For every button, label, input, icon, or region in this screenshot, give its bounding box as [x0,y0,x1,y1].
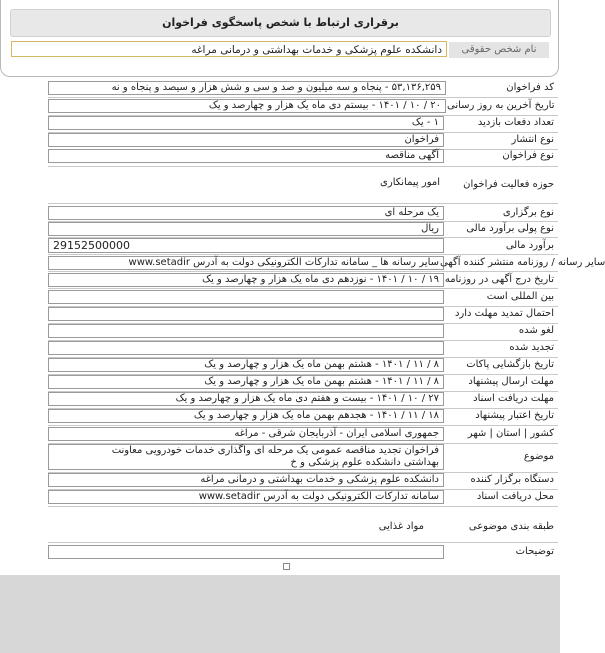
code-value: ۵۳,۱۳۶,۲۵۹ - پنجاه و سه میلیون و صد و سی و شش هزار و سیصد و پنجاه و نه [48,81,446,95]
row-estimate [0,238,560,253]
divider [48,97,558,98]
send-deadline-label: مهلت ارسال پیشنهاد [468,376,554,387]
currency-label: نوع پولی برآورد مالی [466,223,554,234]
estimate-label: برآورد مالی [505,240,554,251]
row-activity [0,168,560,202]
divider [48,542,558,543]
row-call-type [0,149,560,163]
code-label: کد فراخوان [506,82,554,93]
row-location [0,427,560,441]
org-label: دستگاه برگزار کننده [470,474,554,485]
location-label: کشور | استان | شهر [467,428,554,439]
row-canceled [0,324,560,338]
row-intl [0,290,560,304]
divider [48,166,558,167]
docs-place-value: سامانه تدارکات الکترونیکی دولت به آدرس www.setadir [48,490,444,504]
resize-handle-icon[interactable] [283,563,290,570]
row-get-deadline [0,392,560,406]
open-date-label: تاریخ بازگشایی پاکات [466,359,554,370]
divider [48,254,558,255]
row-open-date [0,358,560,372]
get-deadline-label: مهلت دریافت اسناد [473,393,554,404]
row-pub-type [0,133,560,147]
validity-value: ۱۸ / ۱۱ / ۱۴۰۱ - هجدهم بهمن ماه یک هزار و چهارصد و یک [48,409,444,423]
subject-line-2: بهداشتی دانشکده علوم پزشکی و خ [290,457,439,468]
divider [48,506,558,507]
contact-header: برقراری ارتباط با شخص پاسخگوی فراخوان [10,9,551,37]
activity-value: امور پیمانکاری [380,177,440,188]
row-validity [0,409,560,423]
row-category [0,512,560,542]
location-value: جمهوری اسلامی ایران - آذربایجان شرقی - مراغه [48,427,444,441]
renewed-value [48,341,444,355]
row-renewed [0,341,560,355]
org-value: دانشکده علوم پزشکی و خدمات بهداشتی و درمانی مراغه [48,473,444,487]
canceled-value [48,324,444,338]
notes-label: توضیحات [515,546,554,557]
open-date-value: ۸ / ۱۱ / ۱۴۰۱ - هشتم بهمن ماه یک هزار و چهارصد و یک [48,358,444,372]
row-code [0,81,560,95]
legal-person-label: نام شخص حقوقی [449,42,549,58]
send-deadline-value: ۸ / ۱۱ / ۱۴۰۱ - هشتم بهمن ماه یک هزار و چهارصد و یک [48,375,444,389]
row-notes [0,545,560,559]
row-print-date [0,273,560,287]
row-visits [0,116,560,130]
subject-line-1: فراخوان تجدید مناقصه عمومی یک مرحله ای واگذاری خدمات خودرویی معاونت [111,445,439,456]
subject-value [48,444,444,470]
divider [48,203,558,204]
media-label: سایر رسانه / روزنامه منتشر کننده آگهی [440,257,605,268]
visits-label: تعداد دفعات بازدید [477,117,554,128]
extend-label: احتمال تمدید مهلت دارد [454,308,554,319]
subject-label: موضوع [523,451,554,462]
row-subject [0,444,560,470]
estimate-value: 29152500000 [48,238,444,253]
row-hold-type [0,206,560,220]
intl-label: بین المللی است [486,291,554,302]
row-org [0,473,560,487]
hold-type-label: نوع برگزاری [502,207,554,218]
pub-type-value: فراخوان [48,133,444,147]
get-deadline-value: ۲۷ / ۱۰ / ۱۴۰۱ - بیست و هفتم دی ماه یک هزار و چهارصد و یک [48,392,444,406]
legal-person-value[interactable]: دانشکده علوم پزشکی و خدمات بهداشتی و درمانی مراغه [11,41,447,57]
print-date-label: تاریخ درج آگهی در روزنامه [444,274,554,285]
hold-type-value: یک مرحله ای [48,206,444,220]
validity-label: تاریخ اعتبار پیشنهاد [475,410,554,421]
notes-value [48,545,444,559]
row-media [0,256,605,270]
media-value: سایر رسانه ها _ سامانه تدارکات الکترونیکی دولت به آدرس www.setadir [48,256,444,270]
docs-place-label: محل دریافت اسناد [476,491,554,502]
category-value: مواد غذایی [378,521,424,532]
visits-value: ۱ - یک [48,116,444,130]
renewed-label: تجدید شده [509,342,554,353]
extend-value [48,307,444,321]
row-send-deadline [0,375,560,389]
divider [48,288,558,289]
row-docs-place [0,490,560,504]
activity-label: حوزه فعالیت فراخوان [463,179,554,190]
row-last-update [0,99,560,113]
divider [48,425,558,426]
call-type-value: آگهی مناقصه [48,149,444,163]
category-label: طبقه بندی موضوعی [468,521,554,532]
currency-value: ریال [48,222,444,236]
call-type-label: نوع فراخوان [502,150,554,161]
row-extend [0,307,560,321]
row-currency [0,222,560,236]
pub-type-label: نوع انتشار [511,134,554,145]
divider [48,271,558,272]
print-date-value: ۱۹ / ۱۰ / ۱۴۰۱ - نوزدهم دی ماه یک هزار و چهارصد و یک [48,273,444,287]
contact-card [0,0,559,77]
footer-area [0,575,560,653]
canceled-label: لغو شده [518,325,554,336]
last-update-label: تاریخ آخرین به روز رسانی [447,100,555,111]
last-update-value: ۲۰ / ۱۰ / ۱۴۰۱ - بیستم دی ماه یک هزار و چهارصد و یک [48,99,446,113]
intl-value [48,290,444,304]
